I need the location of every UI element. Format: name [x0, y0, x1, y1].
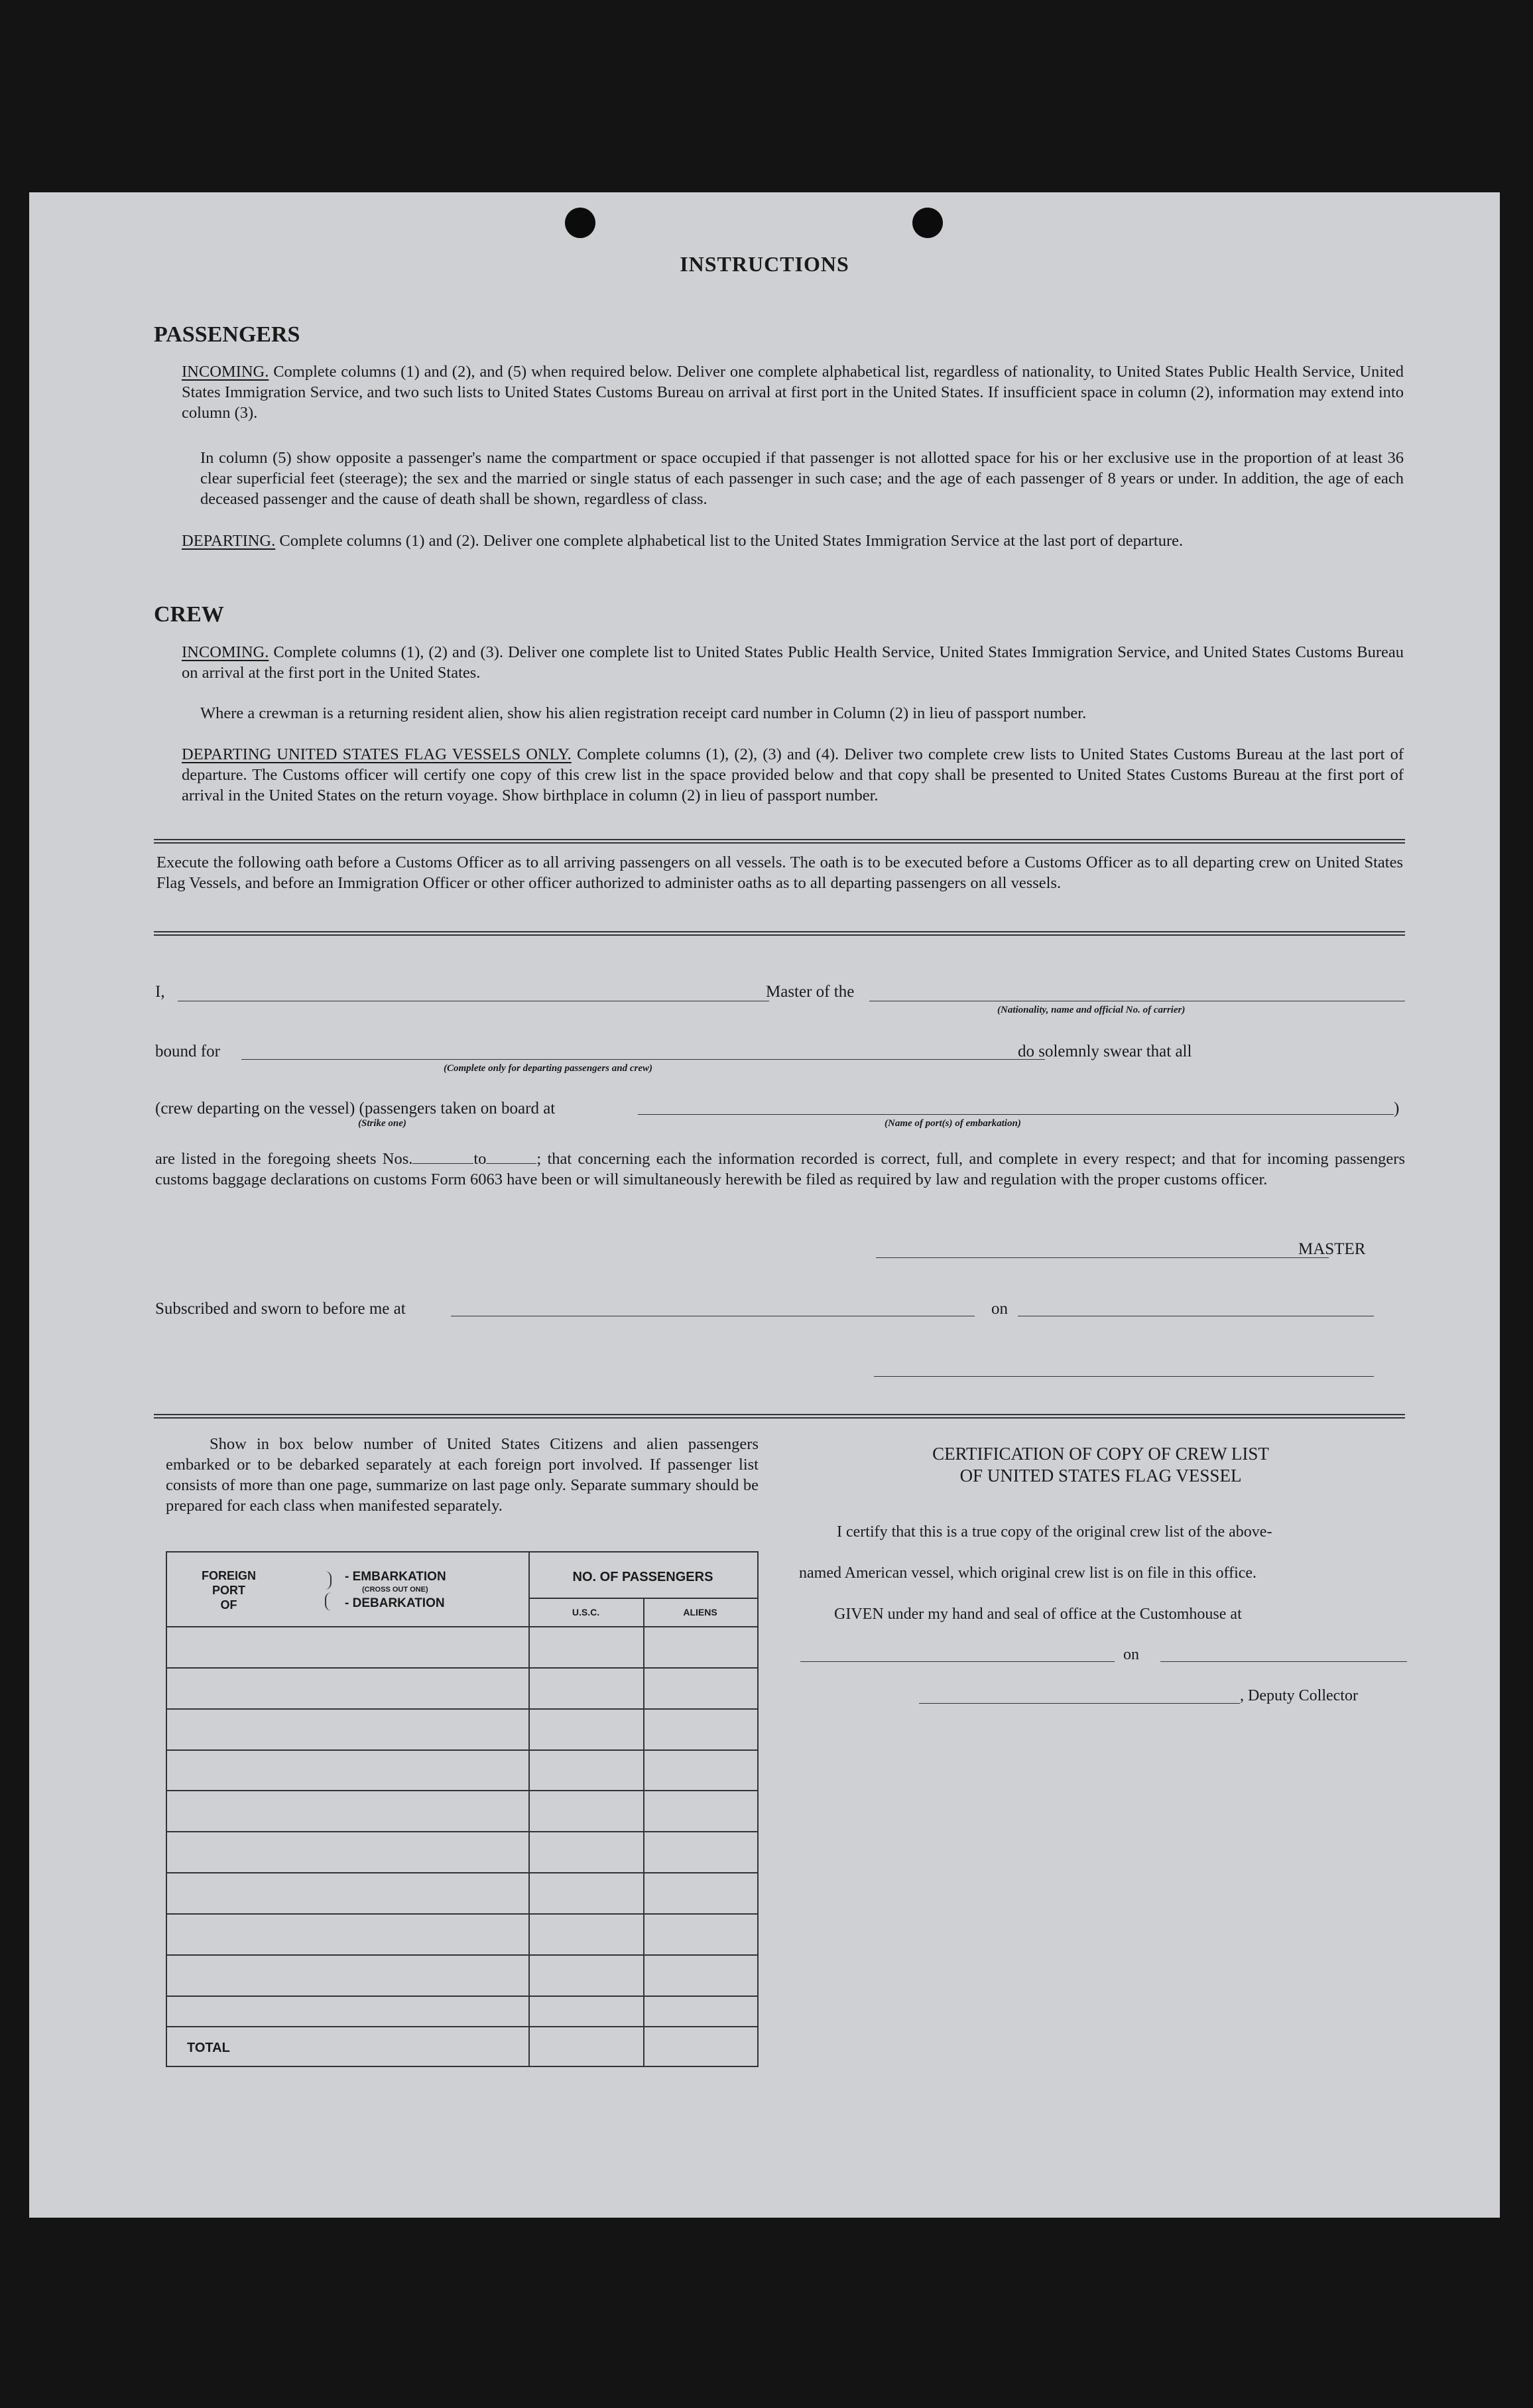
table-row[interactable]: [167, 1790, 757, 1791]
crew-incoming-text: Complete columns (1), (2) and (3). Deliver one complete list to United States Public Health Service, United States Immigration Service, and United States Customs Bureau on arrival at the first port in the United States.: [182, 643, 1404, 682]
table-row[interactable]: [167, 1749, 757, 1751]
listed-paragraph: [155, 1149, 1405, 1190]
passengers-incoming: [182, 361, 1404, 423]
master-of-label: Master of the: [766, 983, 855, 1001]
departing-text: Complete columns (1) and (2). Deliver one complete alphabetical list to the United States Immigration Service at the last port of departure.: [279, 532, 1184, 550]
certify-line2: named American vessel, which original crew list is on file in this office.: [799, 1564, 1257, 1582]
crew-departing-label: (crew departing on the vessel) (passengers taken on board at: [155, 1100, 556, 1117]
customhouse-line[interactable]: [800, 1661, 1115, 1662]
swear-label: do solemnly swear that all: [1018, 1043, 1192, 1060]
table-row[interactable]: [167, 1831, 757, 1832]
passengers-header: NO. OF PASSENGERS: [572, 1570, 713, 1584]
sheet-to-blank[interactable]: [486, 1163, 536, 1164]
listed-text: are listed in the foregoing sheets Nos.: [155, 1150, 413, 1168]
table-row[interactable]: [167, 1996, 757, 1997]
caption-nationality: (Nationality, name and official No. of carrier): [997, 1005, 1186, 1015]
passengers-column5: In column (5) show opposite a passenger's name the compartment or space occupied if that passenger is not allotted space for his or her exclusive use in the proportion of at least 36 clear superficial feet (steerage); the sex and the married or single status of each passenger in such case; and the age of each passenger of 8 years or under. In addition, the age of each deceased passenger and the cause of death shall be shown, regardless of class.: [200, 449, 1404, 508]
certification-title-line1: CERTIFICATION OF COPY OF CREW LIST: [932, 1444, 1269, 1464]
passengers-departing: [182, 531, 1404, 551]
departing-label: DEPARTING.: [182, 532, 276, 550]
incoming-label: INCOMING.: [182, 363, 269, 381]
header-braces: [321, 1571, 332, 1612]
embarkation-header: - EMBARKATION: [345, 1570, 446, 1584]
master-signature-line[interactable]: [876, 1257, 1329, 1258]
incoming-text: Complete columns (1) and (2), and (5) when required below. Deliver one complete alphabetical list, regardless of nationality, to United States Public Health Service, United States Immigration Service, and two such lists to United States Customs Bureau on arrival at first port in the United States. If insufficient space in column (2), information may extend into column (3).: [182, 363, 1404, 422]
page-title: INSTRUCTIONS: [680, 252, 849, 276]
subscribed-label: Subscribed and sworn to before me at: [155, 1300, 406, 1318]
to-label: to: [473, 1150, 487, 1168]
debarkation-header: - DEBARKATION: [345, 1596, 445, 1610]
total-label: TOTAL: [187, 2041, 230, 2055]
listed-rest: ; that concerning each the information recorded is correct, full, and complete in every respect; and that for incoming passengers customs baggage declarations on customs Form 6063 have been or will simultaneously herewith be filed as required by law and regulation with the proper customs officer.: [155, 1150, 1405, 1188]
port-word: PORT: [212, 1584, 245, 1597]
form-page: [29, 192, 1500, 2218]
double-rule: [154, 1414, 1405, 1419]
close-paren: ): [1394, 1100, 1400, 1117]
foreign-word: FOREIGN: [201, 1569, 256, 1582]
oath-i: I,: [155, 983, 165, 1001]
summary-intro: Show in box below number of United States Citizens and alien passengers embarked or to be debarked separately at each foreign port involved. If passenger list consists of more than one page, summarize on last page only. Separate summary should be prepared for each class when manifested separately.: [166, 1435, 759, 1515]
certify-line1: I certify that this is a true copy of the original crew list of the above-: [837, 1523, 1272, 1541]
deputy-signature-line[interactable]: [919, 1703, 1240, 1704]
crew-incoming: [182, 642, 1404, 683]
caption-strike: (Strike one): [358, 1118, 406, 1129]
sheet-from-blank[interactable]: [412, 1163, 473, 1164]
header-rule: [167, 1626, 757, 1627]
cert-on-label: on: [1123, 1646, 1139, 1663]
total-row-rule: [167, 2026, 757, 2027]
crew-heading: CREW: [154, 602, 224, 627]
punch-hole: [912, 208, 943, 238]
double-rule: [154, 839, 1405, 844]
certification-title-line2: OF UNITED STATES FLAG VESSEL: [959, 1466, 1242, 1486]
certification-title: [797, 1443, 1404, 1487]
foreign-port-header: [192, 1568, 265, 1612]
deputy-collector-label: , Deputy Collector: [1240, 1687, 1358, 1704]
table-row[interactable]: [167, 1913, 757, 1915]
port-line[interactable]: [638, 1114, 1394, 1115]
crew-departing-label: DEPARTING UNITED STATES FLAG VESSELS ONLY.: [182, 745, 572, 763]
crew-incoming-label: INCOMING.: [182, 643, 269, 661]
destination-line[interactable]: [241, 1059, 1045, 1060]
header-subrule: [528, 1598, 757, 1599]
crew-departing-text: Complete columns (1), (2), (3) and (4). Deliver two complete crew lists to United States Customs Bureau at the last port of departure. The Customs officer will certify one copy of this crew list in the space provided below and that copy shall be presented to United States Customs Bureau at the first port of arrival in the United States on the return voyage. Show birthplace in column (2) in lieu of passport number.: [182, 745, 1404, 804]
oath-instruction: Execute the following oath before a Customs Officer as to all arriving passengers on all vessels. The oath is to be executed before a Customs Officer as to all departing crew on United States Flag Vessels, and before an Immigration Officer or other officer authorized to administer oaths as to all departing passengers on all vessels.: [156, 854, 1403, 892]
of-word: OF: [220, 1598, 237, 1612]
table-row[interactable]: [167, 1708, 757, 1710]
crew-resident: Where a crewman is a returning resident alien, show his alien registration receipt card number in Column (2) in lieu of passport number.: [200, 704, 1087, 722]
col-divider: [528, 1553, 530, 2066]
double-rule: [154, 931, 1405, 936]
crew-departing: [182, 744, 1404, 806]
on-label: on: [991, 1300, 1008, 1318]
caption-ports: (Name of port(s) of embarkation): [885, 1118, 1021, 1129]
usc-header: U.S.C.: [572, 1607, 600, 1617]
aliens-header: ALIENS: [683, 1607, 717, 1617]
master-label: MASTER: [1298, 1240, 1366, 1258]
passengers-heading: PASSENGERS: [154, 322, 300, 347]
caption-departing: (Complete only for departing passengers and crew): [444, 1063, 652, 1074]
given-line: GIVEN under my hand and seal of office at the Customhouse at: [834, 1606, 1242, 1623]
table-row[interactable]: [167, 1954, 757, 1956]
passenger-summary-table: [166, 1551, 759, 2067]
table-row[interactable]: [167, 1667, 757, 1669]
cross-out-note: (CROSS OUT ONE): [362, 1586, 428, 1594]
table-row[interactable]: [167, 1872, 757, 1873]
punch-hole: [565, 208, 595, 238]
cert-date-line[interactable]: [1160, 1661, 1407, 1662]
officer-signature-line[interactable]: [874, 1376, 1374, 1377]
bound-for-label: bound for: [155, 1043, 220, 1060]
